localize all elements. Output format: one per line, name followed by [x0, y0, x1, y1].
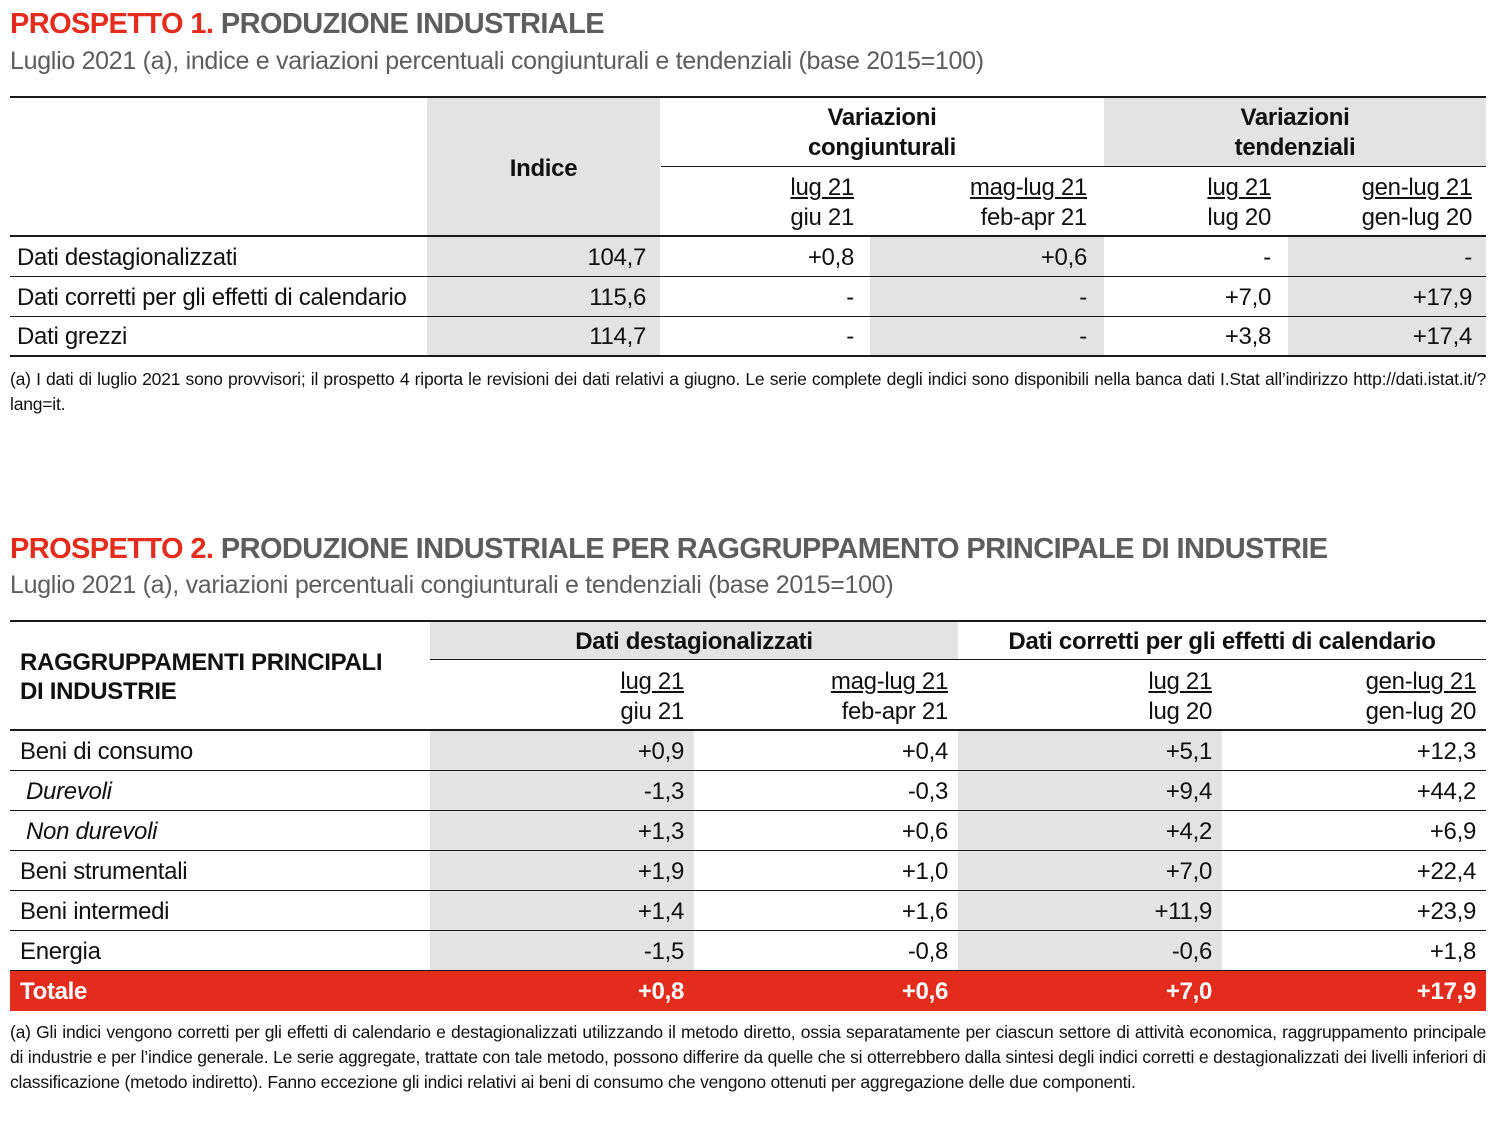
row-label: Durevoli: [26, 778, 112, 805]
row-label: Beni di consumo: [20, 738, 193, 765]
p2-row-rule: [10, 930, 1486, 931]
p1-row-rule: [10, 316, 1486, 317]
period-current: gen-lug 21: [1365, 668, 1476, 695]
p2-row-header: RAGGRUPPAMENTI PRINCIPALI DI INDUSTRIE: [20, 649, 383, 705]
cell-value: -: [846, 323, 854, 350]
p2-subtitle: Luglio 2021 (a), variazioni percentuali congiunturali e tendenziali (base 2015=100): [10, 571, 894, 599]
period-current: mag-lug 21: [969, 174, 1087, 201]
cell-value: +17,4: [1412, 323, 1472, 350]
cell-value: -0,6: [1171, 938, 1212, 965]
p2-shade-col1: [430, 731, 694, 971]
p2-period-header: [730, 667, 948, 727]
p2-title: [10, 533, 1327, 566]
cell-value: +0,8: [807, 244, 854, 271]
total-value: +17,9: [1416, 978, 1476, 1005]
p1-group-tendenziali: Variazioni tendenziali: [1234, 104, 1356, 161]
cell-value: +7,0: [1224, 284, 1271, 311]
p2-shade-col3: [958, 731, 1222, 971]
cell-value: +22,4: [1416, 858, 1476, 885]
cell-value: +3,8: [1224, 323, 1271, 350]
p2-header-rule: [10, 729, 1486, 731]
cell-value: +1,8: [1429, 938, 1476, 965]
period-current: lug 21: [790, 174, 854, 201]
period-current: lug 21: [1207, 174, 1271, 201]
cell-value: +1,9: [637, 858, 684, 885]
p2-title-number: PROSPETTO 2.: [10, 533, 214, 565]
row-label: Dati corretti per gli effetti di calendario: [17, 284, 407, 311]
p2-period-header: [1000, 667, 1212, 727]
p1-period-header: [1120, 173, 1271, 233]
row-label: Energia: [20, 938, 101, 965]
p1-row-rule: [10, 276, 1486, 277]
cell-value: 114,7: [589, 323, 646, 350]
total-value: +0,6: [901, 978, 948, 1005]
p2-group-rule: [430, 659, 1486, 660]
p1-top-rule: [10, 96, 1486, 98]
p2-row-rule: [10, 810, 1486, 811]
cell-value: -0,8: [907, 938, 948, 965]
cell-value: +1,3: [637, 818, 684, 845]
cell-value: +0,6: [901, 818, 948, 845]
cell-value: +4,2: [1165, 818, 1212, 845]
p2-row-rule: [10, 850, 1486, 851]
p1-title-text: PRODUZIONE INDUSTRIALE: [220, 8, 605, 40]
period-base: lug 20: [1207, 204, 1271, 231]
p1-subtitle: Luglio 2021 (a), indice e variazioni percentuali congiunturali e tendenziali (base 2015=100): [10, 47, 984, 75]
cell-value: -: [1464, 244, 1472, 271]
row-label: Dati destagionalizzati: [17, 244, 238, 271]
p1-footnote: (a) I dati di luglio 2021 sono provvisori; il prospetto 4 riporta le revisioni dei dati relativi a giugno. Le serie complete degli indici sono disponibili nella banca dati I.Stat all’indirizzo http://dati.istat.it/?lang=it.: [10, 369, 1486, 414]
cell-value: +5,1: [1165, 738, 1212, 765]
cell-value: +17,9: [1412, 284, 1472, 311]
cell-value: +1,4: [637, 898, 684, 925]
cell-value: +0,9: [637, 738, 684, 765]
cell-value: 104,7: [587, 244, 646, 271]
row-label: Beni intermedi: [20, 898, 170, 925]
p2-row-rule: [10, 890, 1486, 891]
p2-title-text: PRODUZIONE INDUSTRIALE PER RAGGRUPPAMENTO PRINCIPALE DI INDUSTRIE: [220, 533, 1328, 565]
cell-value: +6,9: [1429, 818, 1476, 845]
period-base: gen-lug 20: [1365, 698, 1476, 725]
cell-value: -: [1263, 244, 1271, 271]
total-value: +7,0: [1165, 978, 1212, 1005]
p2-period-header: [1260, 667, 1476, 727]
period-current: lug 21: [1148, 668, 1212, 695]
p1-group-congiunturali: Variazioni congiunturali: [807, 104, 957, 161]
period-base: feb-apr 21: [980, 204, 1087, 231]
cell-value: -: [846, 284, 854, 311]
cell-value: +23,9: [1416, 898, 1476, 925]
p1-header-rule: [10, 235, 1486, 237]
p1-col-indice: Indice: [509, 155, 578, 182]
cell-value: +1,6: [901, 898, 948, 925]
p2-footnote: (a) Gli indici vengono corretti per gli effetti di calendario e destagionalizzati utilizzando il metodo diretto, ossia separatamente per ciascun settore di attività economica, raggruppamento principale di industrie e per l’indice generale. Le serie aggregate, trattate con tale metodo, possono differire da quelle che si otterrebbero dalla sintesi degli indici corretti e destagionalizzati dei livelli inferiori di classificazione (metodo indiretto). Fanno eccezione gli indici relativi ai beni di consumo che vengono ottenuti per aggregazione delle due componenti.: [10, 1022, 1486, 1092]
period-base: giu 21: [790, 204, 854, 231]
p1-period-header: [1290, 173, 1472, 233]
cell-value: +7,0: [1165, 858, 1212, 885]
cell-value: -: [1079, 323, 1087, 350]
period-current: lug 21: [620, 668, 684, 695]
cell-value: -: [1079, 284, 1087, 311]
cell-value: +9,4: [1165, 778, 1212, 805]
row-label: Dati grezzi: [17, 323, 128, 350]
p1-title-number: PROSPETTO 1.: [10, 8, 214, 40]
p1-group-rule: [661, 166, 1486, 167]
cell-value: +44,2: [1416, 778, 1476, 805]
p2-group-destagionalizzati: Dati destagionalizzati: [575, 628, 813, 655]
p2-group-corretti: Dati corretti per gli effetti di calendario: [1008, 628, 1436, 655]
cell-value: 115,6: [589, 284, 646, 311]
p1-shade-indice: [427, 97, 660, 356]
p1-bottom-rule: [10, 355, 1486, 357]
total-value: +0,8: [637, 978, 684, 1005]
cell-value: +0,6: [1040, 244, 1087, 271]
p2-row-rule: [10, 770, 1486, 771]
p1-period-header: [900, 173, 1087, 233]
cell-value: +1,0: [901, 858, 948, 885]
cell-value: -1,3: [643, 778, 684, 805]
period-current: gen-lug 21: [1361, 174, 1472, 201]
cell-value: +0,4: [901, 738, 948, 765]
cell-value: +12,3: [1416, 738, 1476, 765]
row-label: Non durevoli: [26, 818, 158, 845]
row-label: Beni strumentali: [20, 858, 188, 885]
cell-value: -0,3: [907, 778, 948, 805]
period-base: giu 21: [620, 698, 684, 725]
cell-value: -1,5: [643, 938, 684, 965]
period-base: gen-lug 20: [1361, 204, 1472, 231]
period-base: lug 20: [1148, 698, 1212, 725]
p1-period-header: [700, 173, 854, 233]
total-label: Totale: [20, 978, 88, 1005]
cell-value: +11,9: [1154, 898, 1212, 925]
p2-period-header: [470, 667, 684, 727]
p1-title: [10, 8, 604, 41]
period-base: feb-apr 21: [841, 698, 948, 725]
period-current: mag-lug 21: [830, 668, 948, 695]
p2-top-rule: [10, 620, 1486, 622]
